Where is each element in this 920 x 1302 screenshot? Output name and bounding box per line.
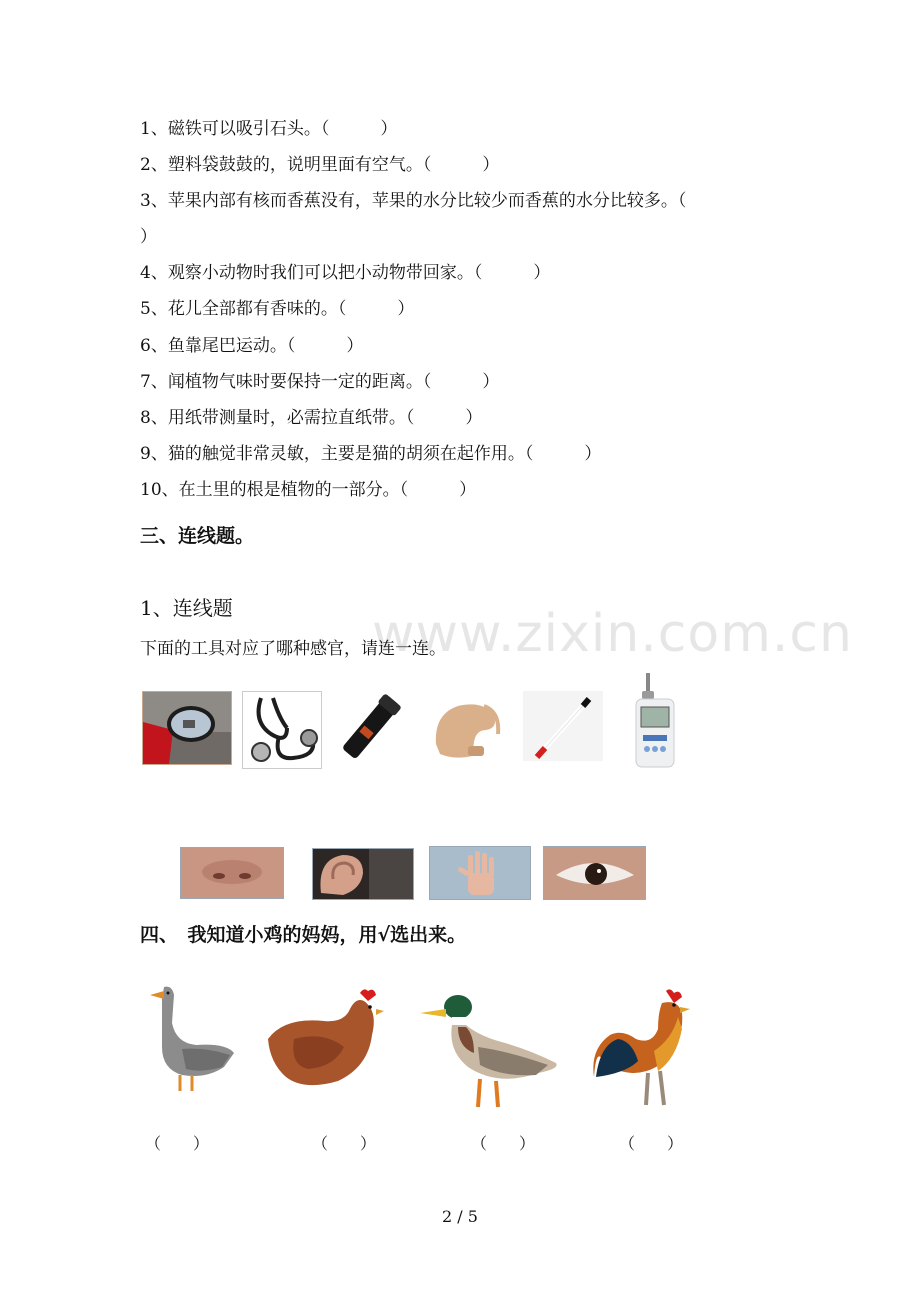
section-4-heading: 四、 我知道小鸡的妈妈，用√选出来。 [140,924,467,946]
statement-8: 8、用纸带测量时，必需拉直纸带。（ ） [140,408,483,428]
statement-3: 3、苹果内部有核而香蕉没有，苹果的水分比较少而香蕉的水分比较多。（ [140,191,687,211]
ear-picture[interactable] [312,848,414,900]
statement-4: 4、观察小动物时我们可以把小动物带回家。（ ） [140,263,551,283]
statement-1: 1、磁铁可以吸引石头。（ ） [140,119,398,139]
statement-5: 5、花儿全部都有香味的。（ ） [140,299,415,319]
flashlight-picture[interactable] [334,690,409,764]
stethoscope-picture[interactable] [242,691,322,769]
hand-picture[interactable] [429,846,531,900]
digital-thermometer-picture[interactable] [632,673,678,769]
nose-picture[interactable] [180,847,284,899]
statement-9: 9、猫的触觉非常灵敏，主要是猫的胡须在起作用。（ ） [140,444,602,464]
hen-picture[interactable] [264,987,384,1091]
rooster-answer-box[interactable]: （ ） [619,1134,684,1153]
hen-answer-box[interactable]: （ ） [312,1134,377,1153]
statement-10: 10、在土里的根是植物的一部分。（ ） [140,480,477,500]
goose-picture[interactable] [146,983,238,1097]
duck-picture[interactable] [418,991,562,1113]
mirror-picture[interactable] [142,691,232,765]
page-number: 2 / 5 [442,1207,478,1226]
statement-2: 2、塑料袋鼓鼓的，说明里面有空气。（ ） [140,155,500,175]
section-3-heading: 三、连线题。 [140,525,255,547]
duck-answer-box[interactable]: （ ） [471,1134,536,1153]
watermark: www.zixin.com.cn [372,604,853,664]
goose-answer-box[interactable]: （ ） [145,1134,210,1153]
hearing-aid-picture[interactable] [428,694,502,766]
eye-picture[interactable] [543,846,646,900]
statement-6: 6、鱼靠尾巴运动。（ ） [140,336,364,356]
section-3-subtitle: 1、连线题 [140,596,233,620]
rooster-picture[interactable] [592,989,692,1111]
statement-3-wrap: ） [140,227,157,247]
white-cane-picture[interactable] [523,691,603,761]
statement-7: 7、闻植物气味时要保持一定的距离。（ ） [140,372,500,392]
section-3-instruction: 下面的工具对应了哪种感官，请连一连。 [140,639,446,659]
